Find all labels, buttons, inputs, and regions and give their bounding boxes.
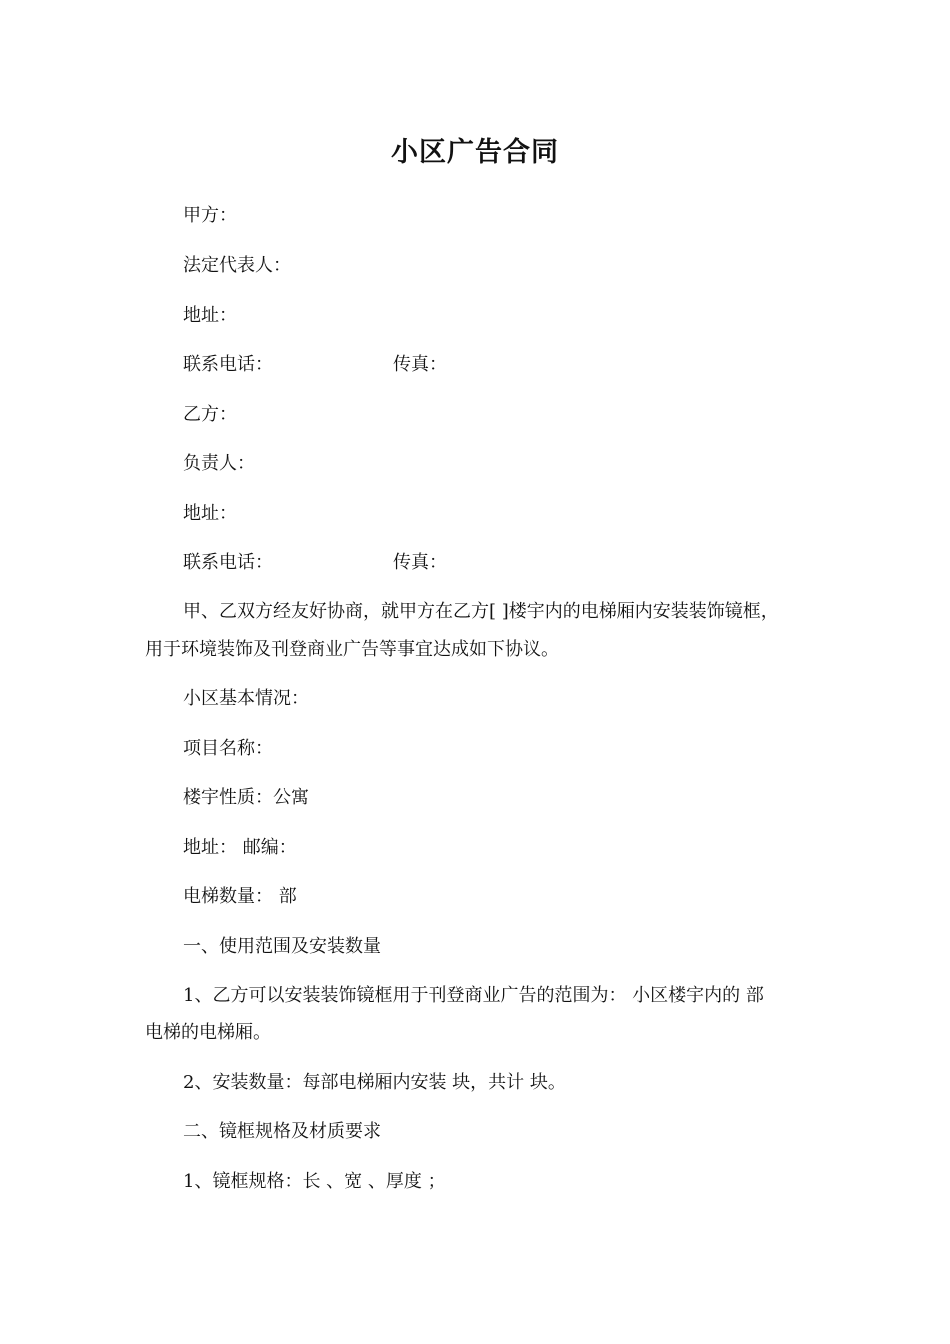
project-name: 项目名称： [183, 738, 273, 759]
section-2-item-1: 1、镜框规格：长 、宽 、厚度 ； [183, 1171, 446, 1192]
community-heading: 小区基本情况： [183, 688, 309, 709]
party-b-phone: 联系电话： [183, 552, 273, 573]
building-type: 楼宇性质：公寓 [183, 787, 309, 808]
elevator-count: 电梯数量： 部 [183, 886, 297, 907]
section-1-item-1-line-1: 1、乙方可以安装装饰镜框用于刊登商业广告的范围为： 小区楼宇内的 部 [183, 985, 764, 1006]
section-1-item-2: 2、安装数量：每部电梯厢内安装 块，共计 块。 [183, 1072, 566, 1093]
intro-paragraph-line-2: 用于环境装饰及刊登商业广告等事宜达成如下协议。 [145, 639, 559, 660]
party-a-fax: 传真： [393, 354, 447, 375]
party-a-address: 地址： [183, 305, 237, 326]
address-zip: 地址： 邮编： [183, 837, 297, 858]
party-b-address: 地址： [183, 503, 237, 524]
party-a-phone: 联系电话： [183, 354, 273, 375]
party-b-label: 乙方： [183, 404, 237, 425]
party-b-fax: 传真： [393, 552, 447, 573]
intro-paragraph-line-1: 甲、乙双方经友好协商，就甲方在乙方[ ]楼宇内的电梯厢内安装装饰镜框， [183, 601, 779, 622]
party-a-label: 甲方： [183, 205, 237, 226]
party-b-manager: 负责人： [183, 453, 255, 474]
party-a-legal-rep: 法定代表人： [183, 255, 291, 276]
document-title: 小区广告合同 [391, 137, 559, 168]
section-2-heading: 二、镜框规格及材质要求 [183, 1121, 381, 1142]
section-1-heading: 一、使用范围及安装数量 [183, 936, 381, 957]
section-1-item-1-line-2: 电梯的电梯厢。 [145, 1022, 271, 1043]
